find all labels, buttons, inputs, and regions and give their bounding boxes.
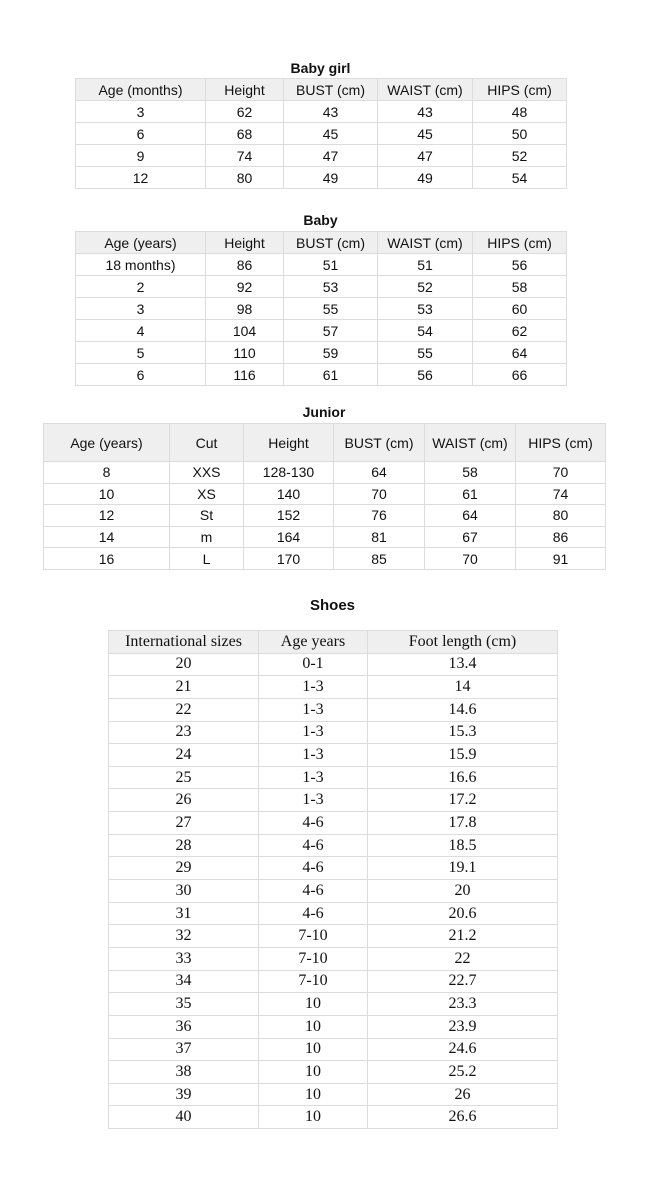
table-cell: 16 bbox=[44, 548, 170, 570]
table-cell: 10 bbox=[259, 1061, 368, 1084]
table-cell: 15.3 bbox=[368, 721, 558, 744]
table-cell: 152 bbox=[244, 505, 334, 527]
table-cell: 21 bbox=[109, 676, 259, 699]
table-cell: 30 bbox=[109, 880, 259, 903]
table-row bbox=[109, 789, 558, 812]
table-cell: 10 bbox=[259, 1015, 368, 1038]
table-row bbox=[109, 947, 558, 970]
table-cell: 3 bbox=[76, 298, 206, 320]
table-row bbox=[109, 744, 558, 767]
table-cell: 7-10 bbox=[259, 970, 368, 993]
table-cell: 32 bbox=[109, 925, 259, 948]
table-cell: 53 bbox=[378, 298, 473, 320]
table-cell: 18.5 bbox=[368, 834, 558, 857]
table-cell: 56 bbox=[378, 364, 473, 386]
table-cell: 76 bbox=[334, 505, 425, 527]
table-cell: 10 bbox=[259, 993, 368, 1016]
table-cell: 104 bbox=[206, 320, 284, 342]
table-cell: 20.6 bbox=[368, 902, 558, 925]
table-row bbox=[109, 1106, 558, 1129]
column-header: Age (years) bbox=[76, 232, 206, 254]
table-cell: 25 bbox=[109, 766, 259, 789]
table-cell: 20 bbox=[109, 653, 259, 676]
table-cell: 33 bbox=[109, 947, 259, 970]
table-cell: 14.6 bbox=[368, 698, 558, 721]
table-cell: 24.6 bbox=[368, 1038, 558, 1061]
table-cell: 54 bbox=[378, 320, 473, 342]
table-cell: 51 bbox=[284, 254, 378, 276]
baby-title: Baby bbox=[303, 212, 338, 228]
table-cell: 4-6 bbox=[259, 857, 368, 880]
table-cell: 52 bbox=[378, 276, 473, 298]
table-cell: 70 bbox=[425, 548, 516, 570]
table-cell: 81 bbox=[334, 526, 425, 548]
table-cell: 18 months) bbox=[76, 254, 206, 276]
table-cell: 51 bbox=[378, 254, 473, 276]
column-header: Age years bbox=[259, 631, 368, 654]
table-cell: 80 bbox=[516, 505, 606, 527]
table-row bbox=[44, 483, 606, 505]
column-header: Age (years) bbox=[44, 424, 170, 462]
table-cell: 1-3 bbox=[259, 676, 368, 699]
column-header: Height bbox=[206, 79, 284, 101]
table-row bbox=[76, 342, 567, 364]
table-row bbox=[109, 1038, 558, 1061]
table-cell: 31 bbox=[109, 902, 259, 925]
table-row bbox=[76, 123, 567, 145]
table-cell: 40 bbox=[109, 1106, 259, 1129]
table-cell: 22 bbox=[368, 947, 558, 970]
table-cell: 55 bbox=[284, 298, 378, 320]
table-cell: 58 bbox=[425, 462, 516, 484]
table-cell: XXS bbox=[170, 462, 244, 484]
table-cell: 3 bbox=[76, 101, 206, 123]
column-header: BUST (cm) bbox=[284, 232, 378, 254]
table-cell: 28 bbox=[109, 834, 259, 857]
baby-girl-title: Baby girl bbox=[290, 60, 351, 76]
table-cell: 74 bbox=[516, 483, 606, 505]
table-cell: 56 bbox=[473, 254, 567, 276]
table-cell: 61 bbox=[284, 364, 378, 386]
table-cell: 92 bbox=[206, 276, 284, 298]
table-cell: 12 bbox=[76, 167, 206, 189]
table-cell: 45 bbox=[378, 123, 473, 145]
column-header: HIPS (cm) bbox=[473, 232, 567, 254]
column-header: WAIST (cm) bbox=[378, 232, 473, 254]
table-cell: 10 bbox=[259, 1106, 368, 1129]
table-cell: 16.6 bbox=[368, 766, 558, 789]
table-cell: 7-10 bbox=[259, 947, 368, 970]
table-cell: 4-6 bbox=[259, 812, 368, 835]
table-cell: 58 bbox=[473, 276, 567, 298]
table-cell: 86 bbox=[516, 526, 606, 548]
table-cell: 67 bbox=[425, 526, 516, 548]
table-row bbox=[76, 145, 567, 167]
table-cell: 26 bbox=[109, 789, 259, 812]
table-cell: 29 bbox=[109, 857, 259, 880]
table-cell: 10 bbox=[259, 1038, 368, 1061]
table-cell: 74 bbox=[206, 145, 284, 167]
column-header: Height bbox=[244, 424, 334, 462]
table-cell: 10 bbox=[44, 483, 170, 505]
table-header-row bbox=[76, 232, 567, 254]
table-cell: 1-3 bbox=[259, 766, 368, 789]
table-cell: 98 bbox=[206, 298, 284, 320]
column-header: BUST (cm) bbox=[284, 79, 378, 101]
table-header-row bbox=[44, 424, 606, 462]
table-row bbox=[76, 364, 567, 386]
table-row bbox=[76, 320, 567, 342]
table-cell: 1-3 bbox=[259, 721, 368, 744]
table-cell: 23.9 bbox=[368, 1015, 558, 1038]
table-row bbox=[109, 1015, 558, 1038]
table-cell: 54 bbox=[473, 167, 567, 189]
table-cell: 22 bbox=[109, 698, 259, 721]
table-cell: 62 bbox=[206, 101, 284, 123]
table-cell: 37 bbox=[109, 1038, 259, 1061]
column-header: HIPS (cm) bbox=[473, 79, 567, 101]
table-cell: 39 bbox=[109, 1083, 259, 1106]
table-cell: 80 bbox=[206, 167, 284, 189]
table-row bbox=[109, 993, 558, 1016]
table-cell: 0-1 bbox=[259, 653, 368, 676]
table-cell: 59 bbox=[284, 342, 378, 364]
junior-table bbox=[43, 423, 606, 570]
table-cell: 47 bbox=[284, 145, 378, 167]
table-row bbox=[109, 721, 558, 744]
table-cell: 49 bbox=[378, 167, 473, 189]
table-cell: 49 bbox=[284, 167, 378, 189]
table-cell: 62 bbox=[473, 320, 567, 342]
table-cell: 60 bbox=[473, 298, 567, 320]
table-cell: XS bbox=[170, 483, 244, 505]
table-cell: 2 bbox=[76, 276, 206, 298]
table-cell: 4-6 bbox=[259, 902, 368, 925]
table-cell: 91 bbox=[516, 548, 606, 570]
table-cell: 4 bbox=[76, 320, 206, 342]
table-cell: 43 bbox=[284, 101, 378, 123]
table-cell: St bbox=[170, 505, 244, 527]
table-cell: 13.4 bbox=[368, 653, 558, 676]
table-cell: 7-10 bbox=[259, 925, 368, 948]
table-cell: 1-3 bbox=[259, 744, 368, 767]
table-row bbox=[109, 812, 558, 835]
table-row bbox=[109, 1083, 558, 1106]
table-cell: 20 bbox=[368, 880, 558, 903]
table-cell: 43 bbox=[378, 101, 473, 123]
table-cell: 64 bbox=[425, 505, 516, 527]
table-cell: 9 bbox=[76, 145, 206, 167]
column-header: Age (months) bbox=[76, 79, 206, 101]
table-row bbox=[109, 676, 558, 699]
table-cell: 12 bbox=[44, 505, 170, 527]
table-cell: 66 bbox=[473, 364, 567, 386]
table-cell: 85 bbox=[334, 548, 425, 570]
baby-girl-table bbox=[75, 78, 567, 189]
table-cell: 128-130 bbox=[244, 462, 334, 484]
table-header-row bbox=[76, 79, 567, 101]
table-row bbox=[109, 653, 558, 676]
table-cell: 170 bbox=[244, 548, 334, 570]
shoes-title: Shoes bbox=[309, 597, 355, 614]
table-cell: m bbox=[170, 526, 244, 548]
table-cell: 57 bbox=[284, 320, 378, 342]
table-row bbox=[44, 462, 606, 484]
table-cell: 1-3 bbox=[259, 698, 368, 721]
table-cell: 64 bbox=[473, 342, 567, 364]
table-row bbox=[76, 254, 567, 276]
table-cell: 14 bbox=[368, 676, 558, 699]
table-cell: 14 bbox=[44, 526, 170, 548]
table-row bbox=[76, 167, 567, 189]
table-cell: 23 bbox=[109, 721, 259, 744]
column-header: Cut bbox=[170, 424, 244, 462]
table-cell: 15.9 bbox=[368, 744, 558, 767]
table-cell: 26.6 bbox=[368, 1106, 558, 1129]
table-cell: 68 bbox=[206, 123, 284, 145]
table-cell: 4-6 bbox=[259, 880, 368, 903]
table-cell: 6 bbox=[76, 123, 206, 145]
table-cell: 140 bbox=[244, 483, 334, 505]
table-cell: L bbox=[170, 548, 244, 570]
table-cell: 6 bbox=[76, 364, 206, 386]
column-header: WAIST (cm) bbox=[378, 79, 473, 101]
table-cell: 86 bbox=[206, 254, 284, 276]
table-cell: 1-3 bbox=[259, 789, 368, 812]
table-row bbox=[109, 880, 558, 903]
table-cell: 22.7 bbox=[368, 970, 558, 993]
table-cell: 26 bbox=[368, 1083, 558, 1106]
table-cell: 45 bbox=[284, 123, 378, 145]
table-cell: 38 bbox=[109, 1061, 259, 1084]
table-row bbox=[44, 526, 606, 548]
table-cell: 34 bbox=[109, 970, 259, 993]
table-cell: 61 bbox=[425, 483, 516, 505]
baby-table bbox=[75, 231, 567, 386]
table-row bbox=[76, 298, 567, 320]
column-header: HIPS (cm) bbox=[516, 424, 606, 462]
table-cell: 23.3 bbox=[368, 993, 558, 1016]
table-row bbox=[76, 276, 567, 298]
column-header: International sizes bbox=[109, 631, 259, 654]
table-cell: 35 bbox=[109, 993, 259, 1016]
table-row bbox=[44, 548, 606, 570]
table-cell: 25.2 bbox=[368, 1061, 558, 1084]
column-header: Foot length (cm) bbox=[368, 631, 558, 654]
table-cell: 10 bbox=[259, 1083, 368, 1106]
junior-title: Junior bbox=[302, 404, 346, 420]
table-cell: 64 bbox=[334, 462, 425, 484]
table-row bbox=[109, 834, 558, 857]
table-cell: 164 bbox=[244, 526, 334, 548]
table-cell: 19.1 bbox=[368, 857, 558, 880]
table-cell: 17.2 bbox=[368, 789, 558, 812]
table-cell: 4-6 bbox=[259, 834, 368, 857]
table-cell: 110 bbox=[206, 342, 284, 364]
table-cell: 8 bbox=[44, 462, 170, 484]
column-header: Height bbox=[206, 232, 284, 254]
table-row bbox=[109, 857, 558, 880]
table-row bbox=[109, 766, 558, 789]
table-cell: 36 bbox=[109, 1015, 259, 1038]
table-cell: 48 bbox=[473, 101, 567, 123]
column-header: WAIST (cm) bbox=[425, 424, 516, 462]
table-cell: 5 bbox=[76, 342, 206, 364]
table-row bbox=[109, 698, 558, 721]
table-cell: 116 bbox=[206, 364, 284, 386]
column-header: BUST (cm) bbox=[334, 424, 425, 462]
table-cell: 53 bbox=[284, 276, 378, 298]
table-row bbox=[44, 505, 606, 527]
table-row bbox=[109, 970, 558, 993]
table-cell: 55 bbox=[378, 342, 473, 364]
table-cell: 27 bbox=[109, 812, 259, 835]
table-row bbox=[109, 1061, 558, 1084]
table-cell: 50 bbox=[473, 123, 567, 145]
table-cell: 17.8 bbox=[368, 812, 558, 835]
table-cell: 52 bbox=[473, 145, 567, 167]
table-header-row bbox=[109, 631, 558, 654]
table-row bbox=[109, 925, 558, 948]
table-cell: 70 bbox=[516, 462, 606, 484]
table-row bbox=[109, 902, 558, 925]
table-cell: 70 bbox=[334, 483, 425, 505]
table-cell: 24 bbox=[109, 744, 259, 767]
table-row bbox=[76, 101, 567, 123]
table-cell: 47 bbox=[378, 145, 473, 167]
shoes-table bbox=[108, 630, 558, 1129]
table-cell: 21.2 bbox=[368, 925, 558, 948]
